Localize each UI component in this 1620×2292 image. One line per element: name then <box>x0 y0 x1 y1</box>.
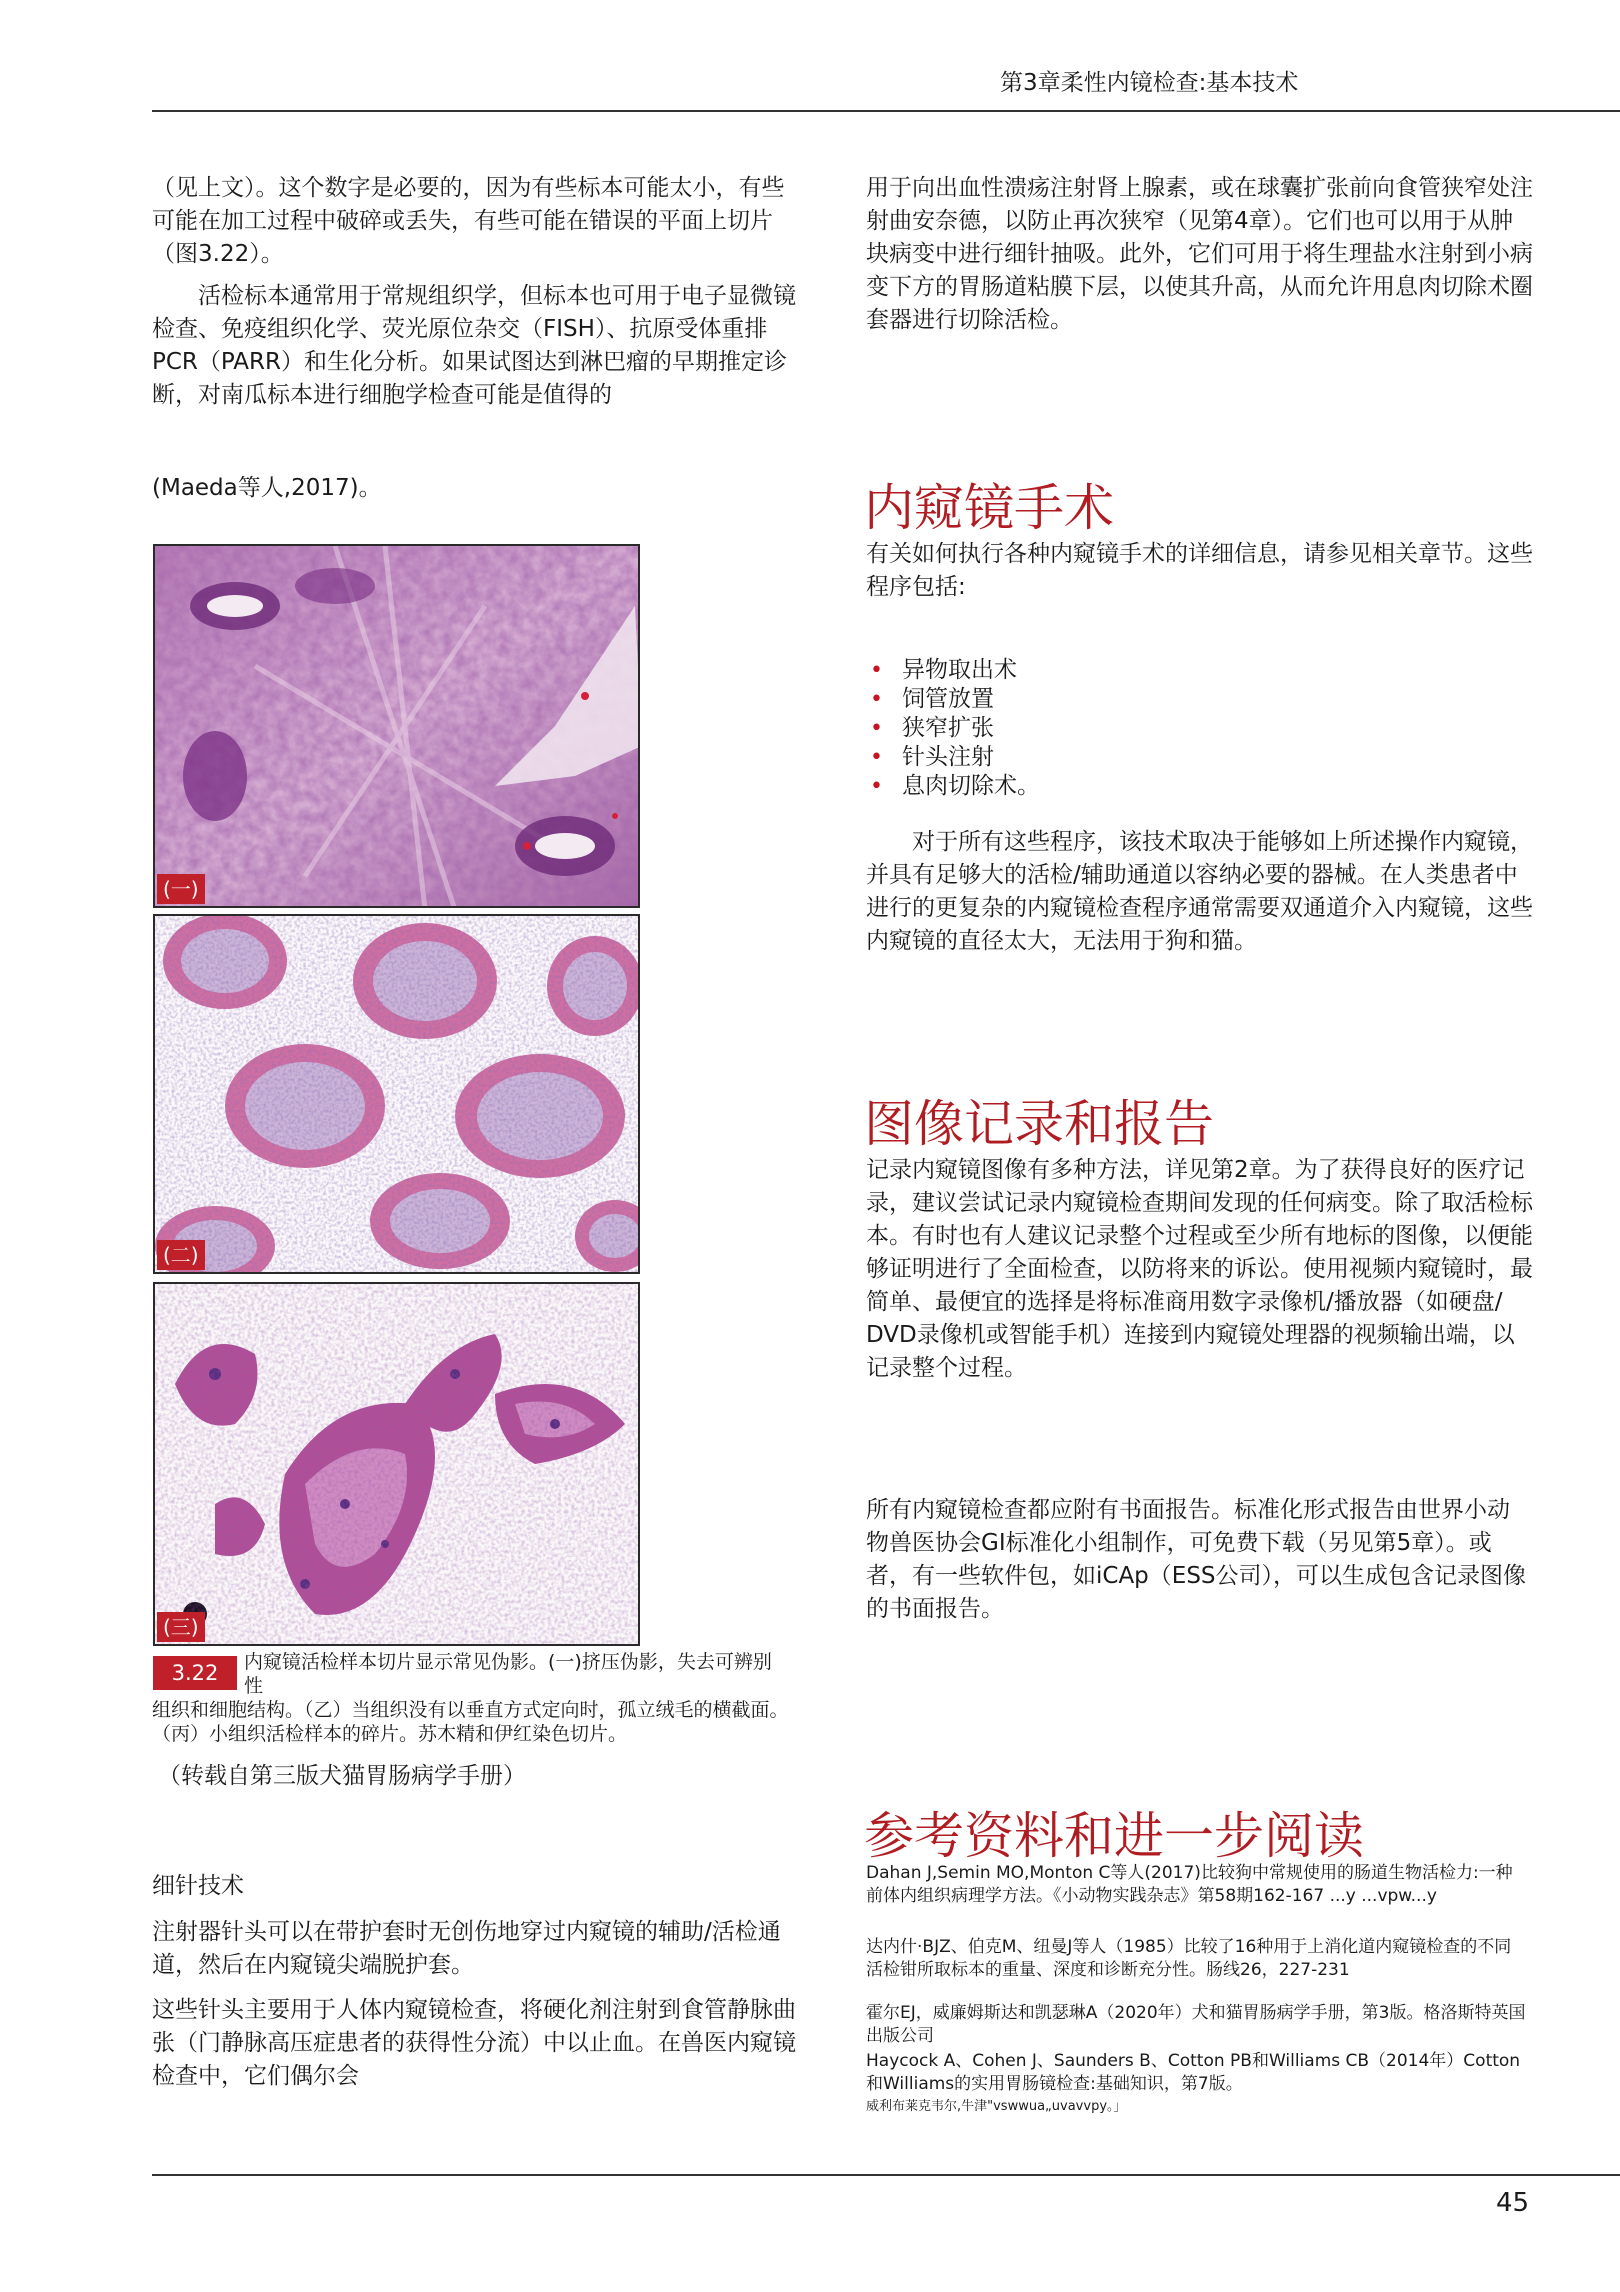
panel-b-label: (二) <box>157 1240 205 1270</box>
micrograph-panel-c <box>153 1282 640 1646</box>
procedures-intro: 有关如何执行各种内窥镜手术的详细信息，请参见相关章节。这些程序包括: <box>866 541 1533 600</box>
figure-source: （转载自第三版犬猫胃肠病学手册） <box>158 1763 526 1789</box>
left-paragraph-2: 活检标本通常用于常规组织学，但标本也可用于电子显微镜检查、免疫组织化学、荧光原位杂交（FISH）、抗原受体重排PCR（PARR）和生化分析。如果试图达到淋巴瘤的早期推定诊断，对南瓜标本进行细胞学检查可能是值得的 <box>152 283 796 408</box>
procedures-heading: 内窥镜手术 <box>864 479 1114 537</box>
footer-rule <box>152 2174 1620 2176</box>
left-paragraph-3: (Maeda等人,2017)。 <box>152 475 382 501</box>
micrograph-a-image <box>155 546 640 908</box>
list-item-label: 针头注射 <box>902 744 994 770</box>
procedures-list <box>866 656 1506 801</box>
bullet-dot: • <box>870 716 883 741</box>
figure-number-badge: 3.22 <box>153 1656 237 1690</box>
reference-1: Dahan J,Semin MO,Monton C等人(2017)比较狗中常规使用的肠道生物活检力:一种前体内组织病理学方法。《小动物实践杂志》第58期162-167 ...y ...vpw...y <box>866 1863 1513 1906</box>
bullet-dot: • <box>870 687 883 712</box>
needle-paragraph-1: 注射器针头可以在带护套时无创伤地穿过内窥镜的辅助/活检通道，然后在内窥镜尖端脱护套。 <box>152 1919 781 1978</box>
reference-2: 达内什·BJZ、伯克M、纽曼J等人（1985）比较了16种用于上消化道内窥镜检查的不同活检钳所取标本的重量、深度和诊断充分性。肠线26，227-231 <box>866 1937 1512 1980</box>
procedures-paragraph: 对于所有这些程序，该技术取决于能够如上所述操作内窥镜，并具有足够大的活检/辅助通道以容纳必要的器械。在人类患者中进行的更复杂的内窥镜检查程序通常需要双通道介入内窥镜，这些内窥镜的直径太大，无法用于狗和猫。 <box>866 829 1533 954</box>
recording-heading: 图像记录和报告 <box>864 1095 1214 1153</box>
left-paragraph-1: （见上文）。这个数字是必要的，因为有些标本可能太小，有些可能在加工过程中破碎或丢失，有些可能在错误的平面上切片（图3.22）。 <box>152 175 785 267</box>
running-header: 第3章柔性内镜检查:基本技术 <box>1000 70 1299 96</box>
list-item-label: 饲管放置 <box>902 686 994 712</box>
list-item-label: 异物取出术 <box>902 657 1017 683</box>
list-item <box>866 772 1506 801</box>
reference-5: 威利布莱克韦尔,牛津"vswwua„uvavvpy。」 <box>866 2099 1127 2114</box>
recording-paragraph-2: 所有内窥镜检查都应附有书面报告。标准化形式报告由世界小动物兽医协会GI标准化小组制作，可免费下载（另见第5章）。或者，有一些软件包，如iCAp（ESS公司），可以生成包含记录图像的书面报告。 <box>866 1497 1527 1622</box>
micrograph-c-image <box>155 1284 640 1646</box>
list-item <box>866 685 1506 714</box>
figure-caption-line1: 内窥镜活检样本切片显示常见伪影。(一)挤压伪影，失去可辨别性 <box>244 1651 772 1697</box>
micrograph-panel-b <box>153 914 640 1274</box>
needle-paragraph-2: 这些针头主要用于人体内窥镜检查，将硬化剂注射到食管静脉曲张（门静脉高压症患者的获得性分流）中以止血。在兽医内窥镜检查中，它们偶尔会 <box>152 1997 796 2089</box>
header-rule <box>152 110 1620 112</box>
figure-caption-rest: 组织和细胞结构。（乙）当组织没有以垂直方式定向时，孤立绒毛的横截面。（丙）小组织活检样本的碎片。苏木精和伊红染色切片。 <box>152 1699 789 1745</box>
list-item <box>866 656 1506 685</box>
micrograph-b-image <box>155 916 640 1274</box>
panel-c-label: (三) <box>157 1612 205 1642</box>
reference-4: Haycock A、Cohen J、Saunders B、Cotton PB和Williams CB（2014年）Cotton和Williams的实用胃肠镜检查:基础知识，第7版。 <box>866 2051 1521 2094</box>
list-item-label: 狭窄扩张 <box>902 715 994 741</box>
bullet-dot: • <box>870 774 883 799</box>
reference-3: 霍尔EJ，威廉姆斯达和凯瑟琳A（2020年）犬和猫胃肠病学手册，第3版。格洛斯特英国出版公司 <box>866 2003 1526 2046</box>
panel-a-label: (一) <box>157 874 205 904</box>
needle-technique-heading: 细针技术 <box>152 1873 244 1899</box>
bullet-dot: • <box>870 745 883 770</box>
page-number: 45 <box>1496 2188 1530 2218</box>
micrograph-panel-a <box>153 544 640 908</box>
list-item <box>866 743 1506 772</box>
list-item <box>866 714 1506 743</box>
list-item-label: 息肉切除术。 <box>902 773 1040 799</box>
references-heading: 参考资料和进一步阅读 <box>864 1807 1364 1865</box>
right-paragraph-top: 用于向出血性溃疡注射肾上腺素，或在球囊扩张前向食管狭窄处注射曲安奈德，以防止再次狭窄（见第4章）。它们也可以用于从肿块病变中进行细针抽吸。此外，它们可用于将生理盐水注射到小病变下方的胃肠道粘膜下层，以使其升高，从而允许用息肉切除术圈套器进行切除活检。 <box>866 175 1533 333</box>
recording-paragraph-1: 记录内窥镜图像有多种方法，详见第2章。为了获得良好的医疗记录，建议尝试记录内窥镜检查期间发现的任何病变。除了取活检标本。有时也有人建议记录整个过程或至少所有地标的图像，以便能够证明进行了全面检查，以防将来的诉讼。使用视频内窥镜时，最简单、最便宜的选择是将标准商用数字录像机/播放器（如硬盘/ DVD录像机或智能手机）连接到内窥镜处理器的视频输出端，以记录整个过程。 <box>866 1157 1533 1381</box>
bullet-dot: • <box>870 658 883 683</box>
